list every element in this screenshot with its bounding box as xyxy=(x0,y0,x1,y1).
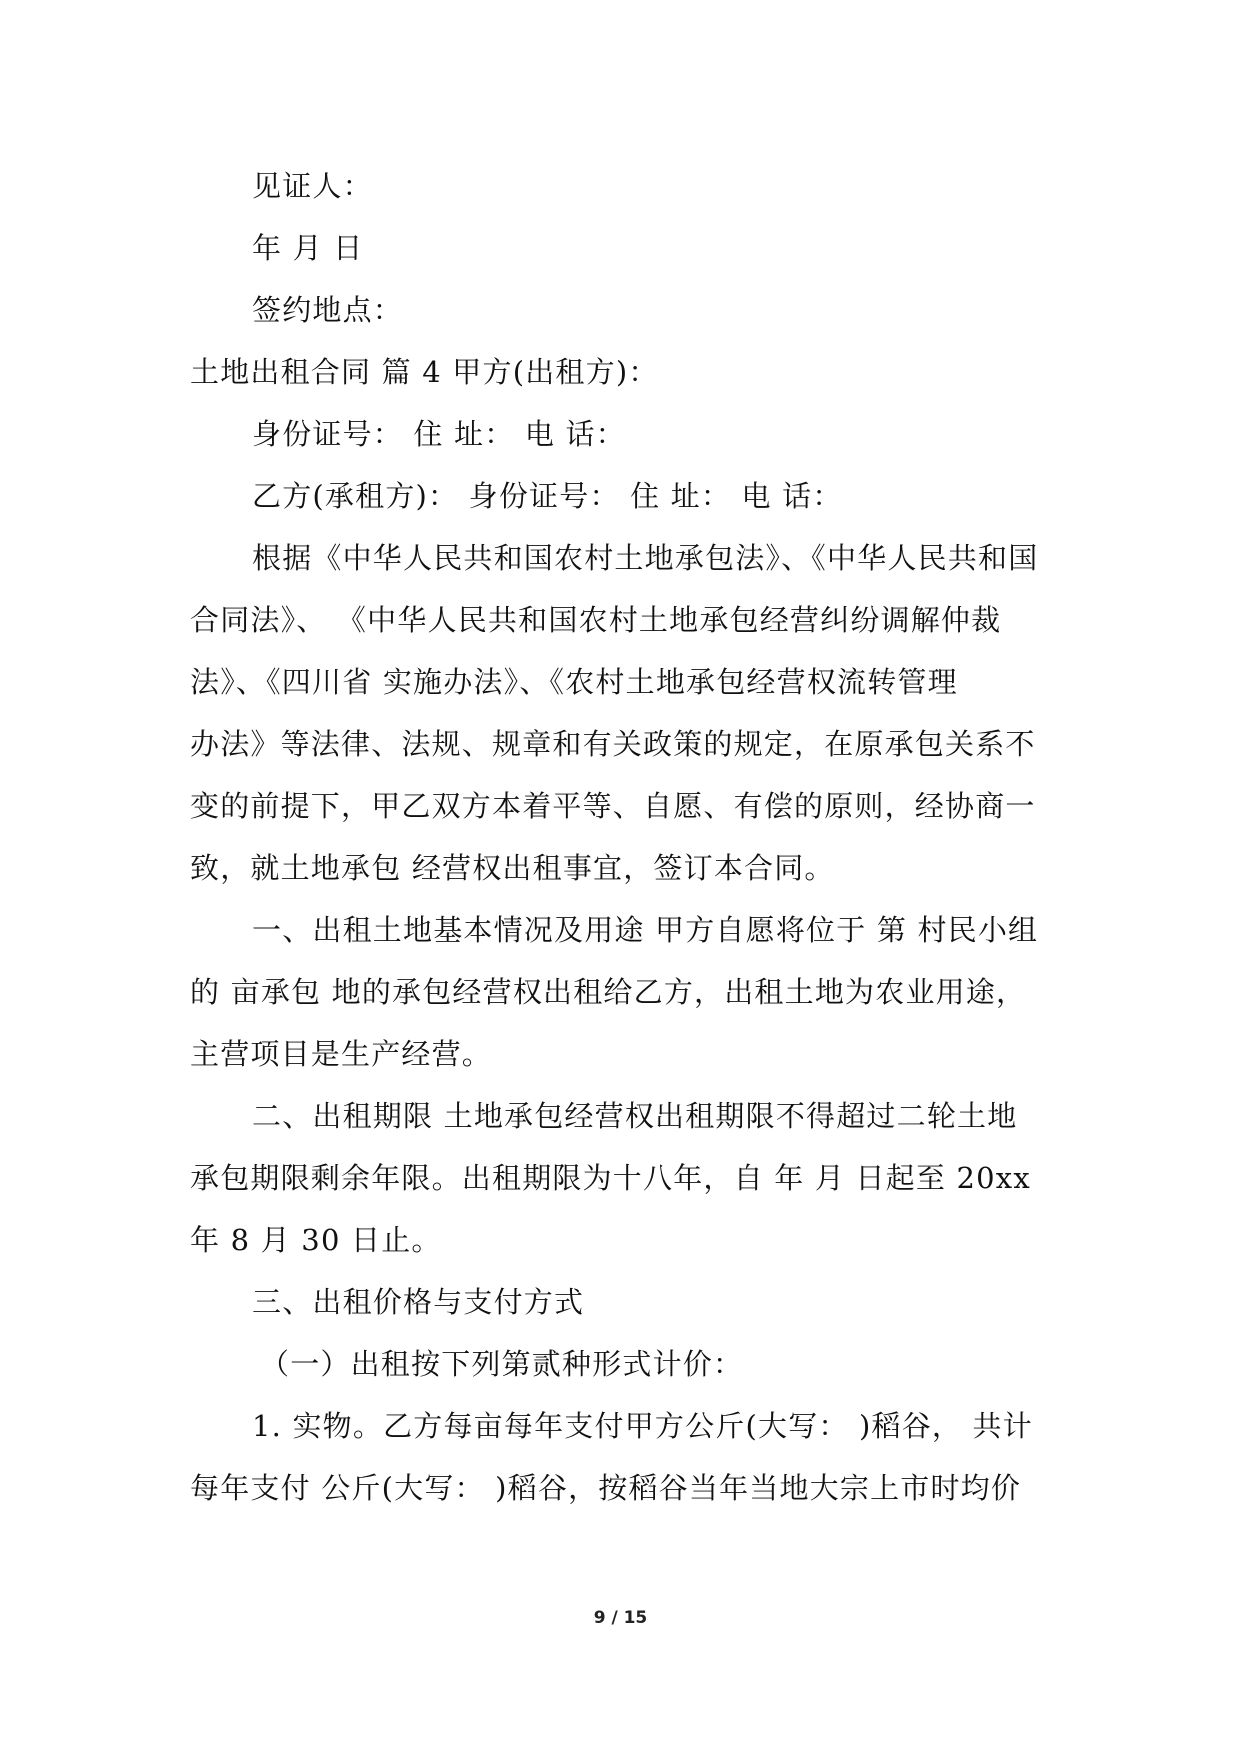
text-line: 根据《中华人民共和国农村土地承包法》、《中华人民共和国 xyxy=(252,541,1039,575)
text-line: 签约地点： xyxy=(252,293,404,327)
text-line: 承包期限剩余年限。出租期限为十八年，自 年 月 日起至 20xx xyxy=(190,1161,1031,1195)
text-line: 二、出租期限 土地承包经营权出租期限不得超过二轮土地 xyxy=(252,1099,1018,1133)
text-line: 办法》等法律、法规、规章和有关政策的规定，在原承包关系不 xyxy=(190,727,1036,761)
text-line: 身份证号： 住 址： 电 话： xyxy=(252,417,626,451)
text-line: 每年支付 公斤(大写： )稻谷，按稻谷当年当地大宗上市时均价 xyxy=(190,1471,1022,1505)
text-line: 主营项目是生产经营。 xyxy=(190,1037,493,1071)
text-line: 年 8 月 30 日止。 xyxy=(190,1223,442,1257)
text-line: 法》、《四川省 实施办法》、《农村土地承包经营权流转管理 xyxy=(190,665,958,699)
document-body xyxy=(190,155,1060,1519)
text-line: 合同法》、 《中华人民共和国农村土地承包经营纠纷调解仲裁 xyxy=(190,603,1002,637)
text-line: 见证人： xyxy=(252,169,373,203)
text-line: 土地出租合同 篇 4 甲方(出租方)： xyxy=(190,355,659,389)
text-line: 致，就土地承包 经营权出租事宜，签订本合同。 xyxy=(190,851,835,885)
text-line: 三、出租价格与支付方式 xyxy=(252,1285,585,1319)
text-line: 的 亩承包 地的承包经营权出租给乙方，出租土地为农业用途， xyxy=(190,975,1027,1009)
page-number: 9 / 15 xyxy=(593,1608,648,1628)
text-line: 变的前提下，甲乙双方本着平等、自愿、有偿的原则，经协商一 xyxy=(190,789,1036,823)
text-line: 年 月 日 xyxy=(252,231,364,265)
text-line: （一）出租按下列第贰种形式计价： xyxy=(260,1347,744,1381)
text-line: 一、出租土地基本情况及用途 甲方自愿将位于 第 村民小组 xyxy=(252,913,1039,947)
text-line: 1. 实物。乙方每亩每年支付甲方公斤(大写： )稻谷， 共计 xyxy=(252,1409,1033,1443)
text-line: 乙方(承租方)： 身份证号： 住 址： 电 话： xyxy=(252,479,843,513)
